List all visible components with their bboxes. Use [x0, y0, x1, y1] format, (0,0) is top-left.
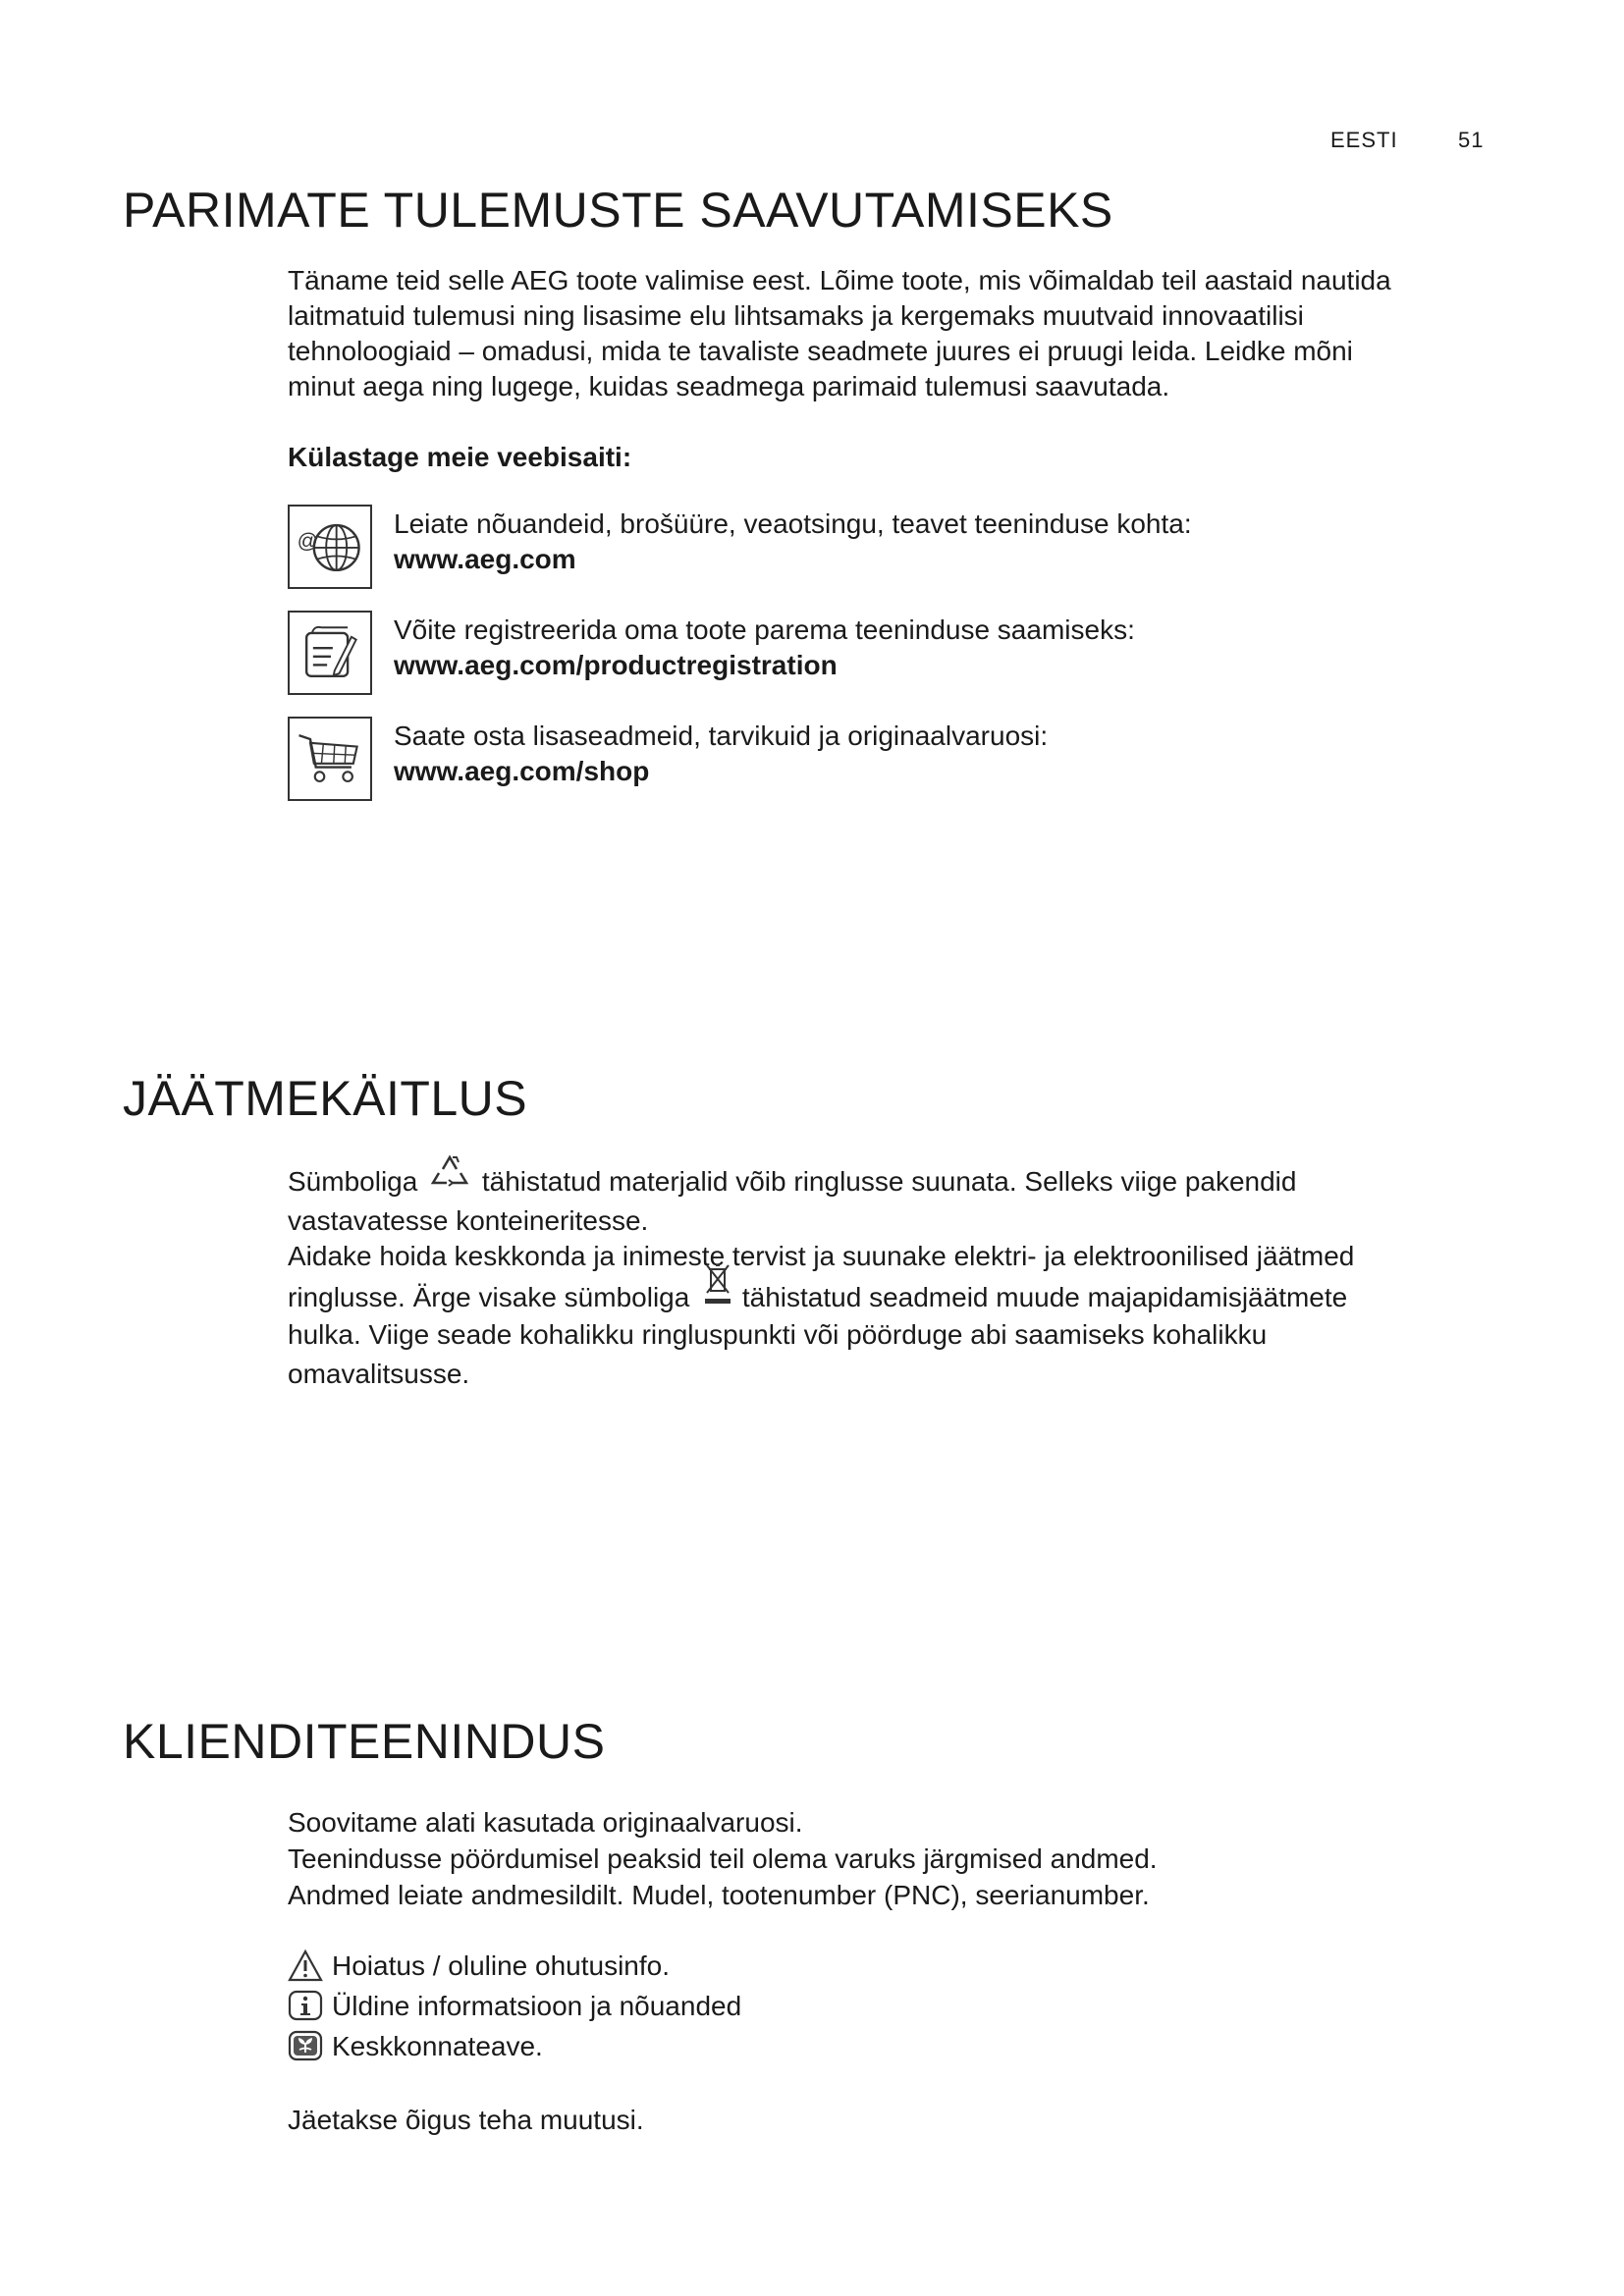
website-description: Leiate nõuandeid, brošüüre, veaotsingu, teavet teeninduse kohta: — [394, 508, 1192, 539]
website-row-registration — [288, 611, 1495, 699]
waste-text: tähistatud seadmeid muude majapidamisjäätmete — [741, 1282, 1348, 1312]
svg-text:@: @ — [297, 529, 318, 553]
service-line: Soovitame alati kasutada originaalvaruosi. — [288, 1807, 803, 1838]
crossed-bin-icon — [697, 1282, 734, 1317]
waste-text: Aidake hoida keskkonda ja inimeste tervist ja suunake elektri- ja elektroonilised jäätmed — [288, 1241, 1355, 1271]
service-line: Andmed leiate andmesildilt. Mudel, tootenumber (PNC), seerianumber. — [288, 1880, 1150, 1910]
waste-text: Sümboliga — [288, 1165, 418, 1197]
language-label: EESTI — [1330, 128, 1398, 152]
section-title-best-results: PARIMATE TULEMUSTE SAAVUTAMISEKS — [123, 183, 1113, 238]
waste-text: ringlusse. Ärge visake sümboliga — [288, 1282, 690, 1312]
waste-text: vastavatesse konteineritesse. — [288, 1205, 649, 1236]
website-link-main[interactable]: www.aeg.com — [394, 544, 576, 574]
legend-label: Keskkonnateave. — [332, 2031, 543, 2061]
info-icon — [288, 1989, 323, 2024]
environment-icon — [288, 2029, 323, 2064]
intro-paragraph — [288, 263, 1495, 404]
customer-service-paragraph — [288, 1804, 1495, 1913]
waste-text: tähistatud materjalid võib ringlusse suunata. Selleks viige pakendid — [481, 1165, 1297, 1197]
waste-paragraph — [288, 1163, 1495, 1392]
website-link-registration[interactable]: www.aeg.com/productregistration — [394, 650, 838, 680]
intro-line: laitmatuid tulemusi ning lisasime elu lihtsamaks ja kergemaks muutvaid innovaatilisi — [288, 300, 1304, 331]
section-title-waste: JÄÄTMEKÄITLUS — [123, 1071, 528, 1126]
legend-label: Üldine informatsioon ja nõuanded — [332, 1991, 742, 2021]
visit-website-label: Külastage meie veebisaiti: — [288, 442, 632, 472]
registration-icon — [288, 611, 372, 695]
recycle-icon — [425, 1163, 474, 1203]
disclaimer: Jäetakse õigus teha muutusi. — [288, 2105, 644, 2135]
waste-text: omavalitsusse. — [288, 1358, 470, 1389]
website-row-shop — [288, 717, 1495, 805]
website-row-main — [288, 505, 1495, 593]
legend-label: Hoiatus / oluline ohutusinfo. — [332, 1950, 670, 1981]
page-number: 51 — [1458, 128, 1485, 152]
intro-line: tehnoloogiaid – omadusi, mida te tavaliste seadmete juures ei pruugi leida. Leidke mõni — [288, 336, 1353, 366]
page-header — [1330, 128, 1485, 153]
globe-icon — [288, 505, 372, 589]
warning-icon — [288, 1949, 323, 1984]
website-link-shop[interactable]: www.aeg.com/shop — [394, 756, 650, 786]
section-title-customer-service: KLIENDITEENINDUS — [123, 1714, 606, 1769]
website-description: Saate osta lisaseadmeid, tarvikuid ja originaalvaruosi: — [394, 721, 1049, 751]
shopping-cart-icon — [288, 717, 372, 801]
intro-line: Täname teid selle AEG toote valimise eest. Lõime toote, mis võimaldab teil aastaid nautida — [288, 265, 1391, 295]
website-description: Võite registreerida oma toote parema teeninduse saamiseks: — [394, 614, 1135, 645]
intro-line: minut aega ning lugege, kuidas seadmega parimaid tulemusi saavutada. — [288, 371, 1170, 401]
service-line: Teenindusse pöördumisel peaksid teil olema varuks järgmised andmed. — [288, 1843, 1158, 1874]
waste-text: hulka. Viige seade kohalikku ringluspunkti või pöörduge abi saamiseks kohalikku — [288, 1318, 1268, 1350]
